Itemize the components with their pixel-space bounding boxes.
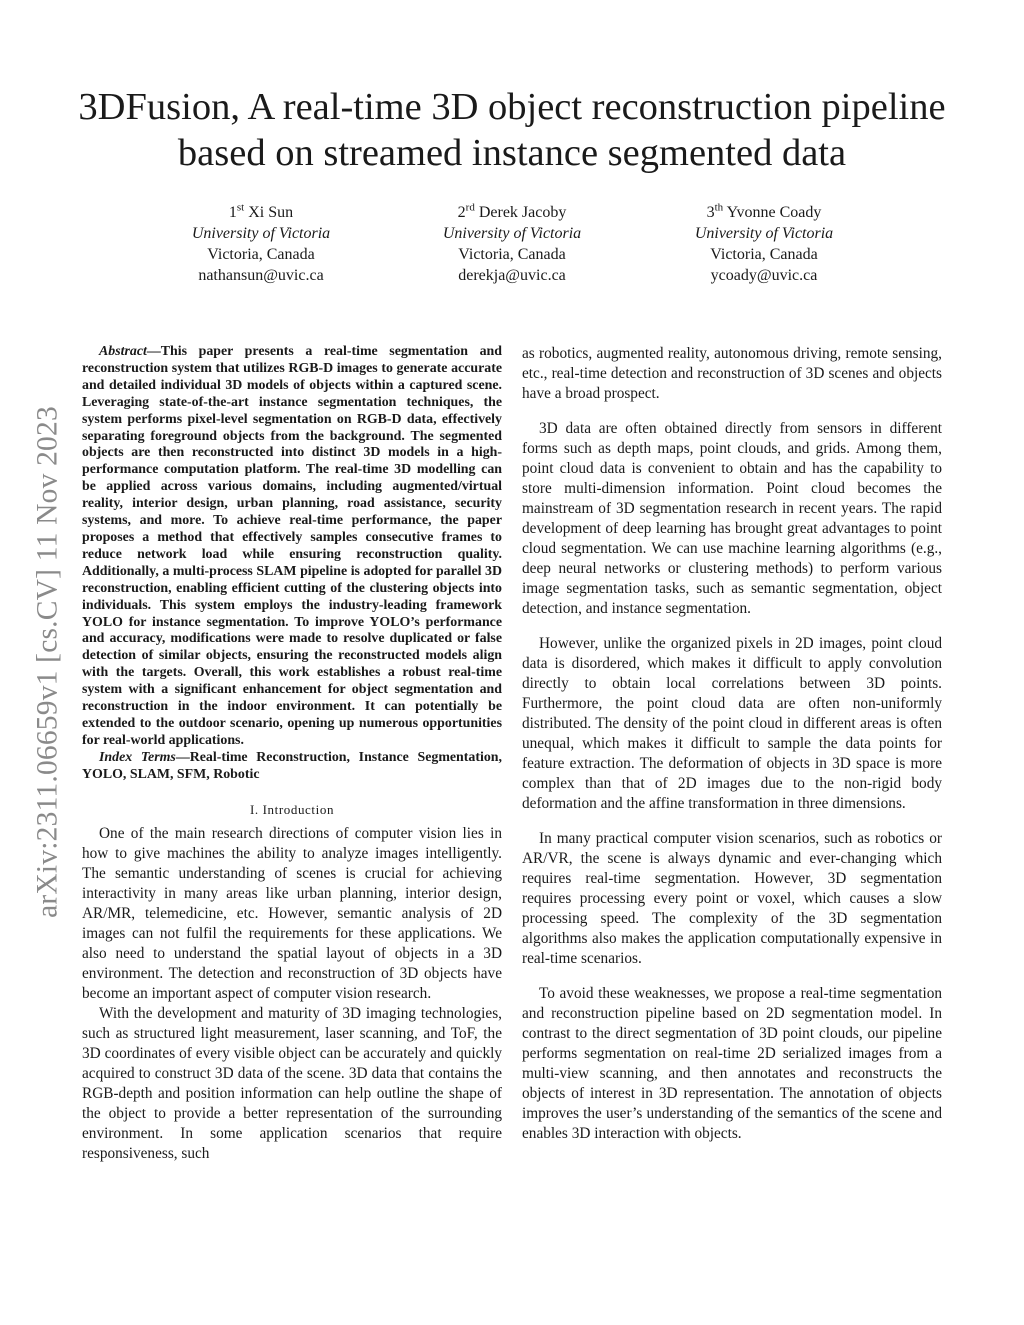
left-column (82, 344, 502, 1164)
index-terms (82, 750, 502, 784)
author-block-2 (387, 202, 637, 286)
author-name: 3th Yvonne Coady (706, 201, 822, 221)
index-terms-text: —Real-time Reconstruction, Instance Segmentation, YOLO, SLAM, SFM, Robotic (82, 749, 502, 782)
author-affiliation: University of Victoria (694, 225, 834, 242)
abstract-label: Abstract (99, 344, 147, 359)
author-affiliation: University of Victoria (442, 225, 582, 242)
author-name: 1st Xi Sun (228, 201, 294, 221)
author-block-3 (639, 202, 889, 286)
author-block-1 (136, 202, 386, 286)
body-paragraph: as robotics, augmented reality, autonomous driving, remote sensing, etc., real-time detection and reconstruction of 3D scenes and objects have a broad prospect. (522, 345, 942, 402)
author-email: nathansun@uvic.ca (198, 267, 324, 284)
body-paragraph: To avoid these weaknesses, we propose a real-time segmentation and reconstruction pipeline based on 2D segmentation model. In contrast to the direct segmentation of 3D point clouds, our pipeline performs segmentation on real-time 2D serialized images from a multi-view scanning, and then annotates and reconstructs the objects of interest in 3D representation. The annotation of objects improves the user’s understanding of the semantics of the scene and enables 3D interaction with objects. (522, 985, 942, 1142)
author-location: Victoria, Canada (458, 246, 566, 263)
section-heading: I. Introduction (249, 801, 335, 817)
body-paragraph: In many practical computer vision scenarios, such as robotics or AR/VR, the scene is always dynamic and ever-changing which requires real-time segmentation. However, 3D segmentation requires processing every point or voxel, which causes a slow processing speed. The complexity of the 3D segmentation algorithms also makes the application computationally expensive in real-time scenarios. (522, 830, 942, 967)
author-affiliation: University of Victoria (191, 225, 331, 242)
abstract-text: —This paper presents a real-time segmentation and reconstruction system that utilizes RGB-D images to generate accurate and detailed individual 3D models of objects within a captured scene. Leveraging state-of-the-art instance segmentation techniques, the system performs pixel-level segmentation on RGB-D data, effectively separating foreground objects from the background. The segmented objects are then reconstructed into distinct 3D models in a high-performance computation platform. The real-time 3D modelling can be applied across various domains, including augmented/virtual reality, interior design, urban planning, road assistance, security systems, and more. To achieve real-time performance, the paper proposes a method that effectively samples consecutive frames to reduce network load while ensuring reconstruction quality. Additionally, a multi-process SLAM pipeline is adopted for parallel 3D reconstruction, enabling efficient cutting of the clustering objects into individuals. This system employs the industry-leading framework YOLO for instance segmentation. To improve YOLO’s performance and accuracy, modifications were made to resolve duplicated or false detection of similar objects, ensuring the reconstructed models align with the targets. Overall, this work establishes a robust real-time system with a significant enhancement for object segmentation and reconstruction in the indoor environment. It can potentially be extended to the outdoor scenario, opening up numerous opportunities for real-world applications. (82, 344, 502, 748)
body-paragraph: One of the main research directions of computer vision lies in how to give machines the ability to analyze images intelligently. The semantic understanding of scenes is crucial for achieving interactivity in many areas like urban planning, interior design, AR/MR, telemedicine, etc. However, semantic analysis of 2D images can not fulfil the requirements for these applications. We also need to understand the spatial layout of objects in a 3D environment. The detection and reconstruction of 3D objects have become an important aspect of computer vision research. (82, 824, 502, 1002)
body-paragraph: However, unlike the organized pixels in 2D images, point cloud data is disordered, which makes it difficult to apply convolution directly to obtain local correlations between 3D points. Furthermore, the point cloud data are often non-uniformly distributed. The density of the point cloud in different areas is often unequal, which makes it difficult to sample the data points for feature extraction. The deformation of objects in 3D space is more complex than that of 2D images due to the non-rigid body deformation and the affine transformation in three dimensions. (522, 635, 942, 812)
body-paragraph: With the development and maturity of 3D imaging technologies, such as structured light measurement, laser scanning, and ToF, the 3D coordinates of every visible object can be accurately and quickly acquired to construct 3D data of the scene. 3D data that contains the RGB-depth and position information can help outline the shape of the object to provide a better representation of the surrounding environment. In some application scenarios that require responsiveness, such (82, 1004, 502, 1162)
abstract (82, 344, 502, 750)
author-location: Victoria, Canada (207, 246, 315, 263)
right-column (522, 344, 942, 1159)
paper-title: 3DFusion, A real-time 3D object reconstruction pipeline based on streamed instance segmented data (78, 86, 946, 174)
index-terms-label: Index Terms (99, 749, 176, 765)
body-paragraph: 3D data are often obtained directly from sensors in different forms such as depth maps, point clouds, and grids. Among them, point cloud data is convenient to obtain and has the capability to store multi-dimension information. Point cloud becomes the mainstream of 3D segmentation research in recent years. The rapid development of deep learning has brought great advantages to point cloud segmentation. We can use machine learning algorithms (e.g., deep neural networks or clustering methods) to perform various image segmentation tasks, such as semantic segmentation, object detection, and instance segmentation. (522, 420, 942, 617)
author-location: Victoria, Canada (710, 246, 818, 263)
author-email: derekja@uvic.ca (458, 267, 566, 284)
author-email: ycoady@uvic.ca (710, 267, 818, 284)
arxiv-identifier: arXiv:2311.06659v1 [cs.CV] 11 Nov 2023 (31, 406, 64, 918)
author-name: 2rd Derek Jacoby (457, 201, 567, 221)
